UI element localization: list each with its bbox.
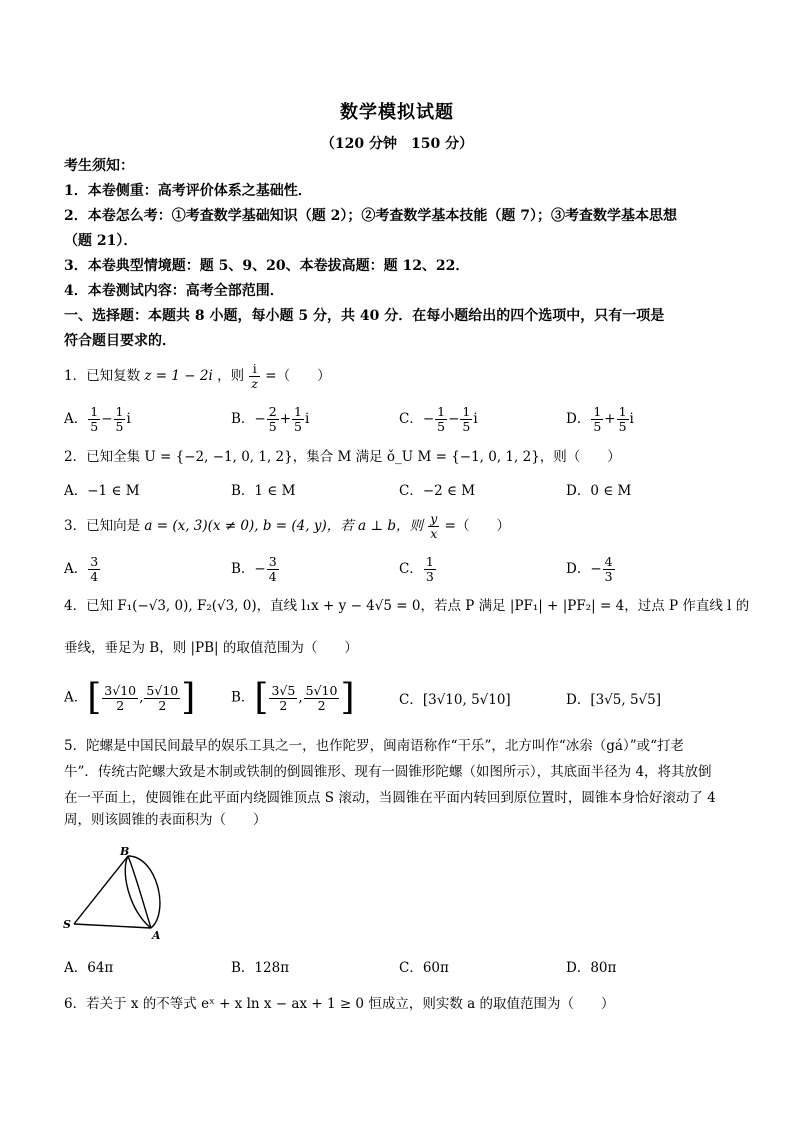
- q4-c-label: C．: [399, 692, 423, 708]
- cone-base-outer-arc: [128, 856, 160, 928]
- q3-d-label: D．: [566, 561, 591, 577]
- q1-b-d1: 5: [268, 419, 277, 434]
- q1-b-label: B．: [231, 411, 255, 427]
- q3-expr: a = (x, 3)(x ≠ 0), b = (4, y)，若 a ⊥ b，则: [144, 518, 423, 534]
- q1-d-d2: 5: [618, 419, 627, 434]
- q3-frac-num: y: [430, 511, 438, 526]
- q1-option-a[interactable]: [64, 405, 131, 434]
- q1-c-op: −: [448, 411, 460, 427]
- q1-b-sign: −: [254, 411, 266, 427]
- q1-d-d1: 5: [593, 419, 602, 434]
- q1-d-tail: i: [629, 411, 634, 427]
- q4-a-n2: 5√10: [146, 682, 179, 698]
- q1-c-sign: −: [422, 411, 435, 427]
- q4-b-d1: 2: [279, 697, 288, 713]
- q1-d-op: +: [604, 411, 616, 427]
- cone-edge-sa: [74, 924, 151, 928]
- q1-d-frac2: [617, 405, 629, 434]
- q3-c-label: C．: [399, 561, 423, 577]
- q3-option-a[interactable]: [64, 555, 101, 584]
- q4-b-label: B．: [231, 689, 255, 706]
- q4-d-text: [3√5, 5√5]: [590, 692, 662, 708]
- fig-label-a: A: [152, 929, 161, 942]
- section1-heading-cont: 符合题目要求的．: [64, 333, 176, 349]
- q1-c-n2: 1: [462, 404, 471, 419]
- q1-b-n1: 2: [268, 404, 277, 419]
- q3-c-n: 1: [425, 554, 434, 569]
- q1-d-n2: 1: [618, 404, 627, 419]
- q4-option-a[interactable]: A．[ $\frac{3√10}{2}$ , $\frac{5√10}{2}$ ]: [64, 677, 196, 718]
- q1-c-frac1: [435, 405, 447, 434]
- question-4-cont: 垂线，垂足为 B，则 |PB| 的取值范围为（ ）: [64, 640, 358, 656]
- question-2: 2．已知全集 U = {−2, −1, 0, 1, 2}，集合 M 满足 ǒ_U M = {−1, 0, 1, 2}，则（ ）: [64, 449, 621, 465]
- q1-c-d1: 5: [437, 419, 446, 434]
- q2-option-c[interactable]: C．−2 ∈ M: [399, 483, 476, 499]
- q1-post: =（ ）: [265, 368, 331, 384]
- q3-b-label: B．: [231, 561, 255, 577]
- q1-b-d2: 5: [294, 419, 302, 434]
- q4-b-frac1: [269, 684, 297, 713]
- q4-c-text: [3√10, 5√10]: [422, 692, 511, 708]
- q4-option-d[interactable]: [566, 690, 661, 710]
- q3-d-frac: [603, 555, 615, 584]
- q3-post: =（ ）: [444, 518, 510, 534]
- q1-fraction: [249, 362, 260, 391]
- q4-b-n1: 3√5: [271, 682, 296, 698]
- q4-b-left-bracket: [: [254, 677, 269, 718]
- q1-frac-den: z: [251, 376, 258, 391]
- question-4: 4．已知 F₁(−√3, 0), F₂(√3, 0)，直线 l₁x + y − 4√5 = 0，若点 P 满足 |PF₁| + |PF₂| = 4，过点 P 作直线 l 的: [64, 598, 750, 614]
- q1-b-frac2: [292, 405, 304, 434]
- question-5-cont-3: 周，则该圆锥的表面积为（ ）: [64, 812, 267, 828]
- q1-a-frac2: [114, 405, 126, 434]
- q4-b-n2: 5√10: [305, 682, 338, 698]
- q1-frac-num: i: [249, 362, 260, 377]
- q3-d-sign: −: [590, 561, 602, 577]
- q3-option-d[interactable]: [566, 555, 616, 584]
- q4-b-d2: 2: [317, 697, 326, 713]
- q4-a-frac1: [102, 684, 138, 713]
- q1-a-op: −: [101, 411, 113, 427]
- q4-b-frac2: [304, 684, 340, 713]
- q3-a-d: 4: [90, 569, 99, 584]
- q4-a-n1: 3√10: [104, 682, 137, 698]
- q5-option-a[interactable]: A．64π: [64, 960, 114, 976]
- q1-option-d[interactable]: [566, 405, 634, 434]
- q1-b-tail: i: [304, 411, 310, 427]
- q2-option-d[interactable]: D．0 ∈ M: [566, 483, 632, 499]
- q4-b-right-bracket: ]: [340, 677, 355, 718]
- q5-option-b[interactable]: B．128π: [231, 960, 290, 976]
- q1-c-tail: i: [473, 411, 478, 427]
- q3-fraction: [428, 512, 439, 541]
- q3-b-d: 4: [268, 569, 277, 584]
- q4-a-d1: 2: [116, 697, 125, 713]
- q1-mid: ，则: [217, 368, 245, 384]
- q4-option-b[interactable]: B．[ $\frac{3√5}{2}$ , $\frac{5√10}{2}$ ]: [231, 677, 355, 718]
- q1-d-frac1: [591, 405, 603, 434]
- notes-heading: 考生须知：: [64, 158, 134, 174]
- note-3: 3．本卷典型情境题：题 5、9、20、本卷拔高题：题 12、22．: [64, 258, 470, 274]
- q3-b-frac: [267, 555, 279, 584]
- q3-a-frac: [88, 555, 100, 584]
- q3-a-label: A．: [64, 561, 88, 577]
- q1-a-n1: 1: [90, 404, 99, 419]
- question-5-cont-1: 牛”．传统古陀螺大致是木制或铁制的倒圆锥形、现有一圆锥形陀螺（如图所示），其底面半径为 4，将其放倒: [64, 764, 712, 780]
- q1-d-label: D．: [566, 411, 591, 427]
- q4-option-c[interactable]: [399, 690, 511, 710]
- q3-pre: 3．已知向是: [64, 518, 141, 534]
- q1-c-label: C．: [399, 411, 423, 427]
- q4-a-label: A．: [64, 689, 88, 706]
- note-2: 2．本卷怎么考：①考查数学基础知识（题 2）；②考查数学基本技能（题 7）；③考查数学基本思想: [64, 208, 677, 224]
- q1-pre: 1．已知复数: [64, 368, 141, 384]
- q4-a-left-bracket: [: [87, 677, 102, 718]
- q3-b-n: 3: [268, 554, 277, 569]
- q4-a-right-bracket: ]: [181, 677, 196, 718]
- q3-d-n: 4: [604, 554, 613, 569]
- q1-c-d2: 5: [462, 419, 471, 434]
- q3-c-d: 3: [425, 569, 434, 584]
- note-1: 1．本卷侧重：高考评价体系之基础性．: [64, 183, 312, 199]
- q1-a-d1: 5: [90, 419, 99, 434]
- q1-a-frac1: [88, 405, 100, 434]
- q1-b-op: +: [279, 411, 291, 427]
- page-title: 数学模拟试题: [340, 102, 454, 123]
- q1-c-n1: 1: [437, 404, 446, 419]
- note-2-cont: （题 21）．: [64, 233, 138, 249]
- question-3: [64, 512, 510, 541]
- q1-b-n2: 1: [294, 404, 302, 419]
- q1-a-label: A．: [64, 411, 88, 427]
- fig-label-b: B: [120, 845, 130, 858]
- q5-option-c[interactable]: C．60π: [399, 960, 449, 976]
- q1-option-c[interactable]: [399, 405, 478, 434]
- cone-edge-sb: [74, 856, 128, 924]
- q1-b-frac1: [267, 405, 279, 434]
- page-subtitle: （120 分钟 150 分）: [320, 136, 474, 152]
- q1-a-d2: 5: [115, 419, 124, 434]
- q3-d-d: 3: [604, 569, 613, 584]
- question-5-cont-2: 在一平面上，使圆锥在此平面内绕圆锥顶点 S 滚动，当圆锥在平面内转回到原位置时，圆锥本身恰好滚动了 4: [64, 790, 716, 806]
- question-5: 5．陀螺是中国民间最早的娱乐工具之一，也作陀罗，闽南语称作“干乐”，北方叫作“冰尜（gá）”或“打老: [64, 738, 685, 754]
- q1-a-tail: i: [126, 411, 131, 427]
- cone-figure: [62, 842, 182, 942]
- q4-a-frac2: [144, 684, 180, 713]
- q1-a-n2: 1: [115, 404, 124, 419]
- q4-a-d2: 2: [158, 697, 167, 713]
- fig-label-s: S: [63, 918, 71, 931]
- note-4: 4．本卷测试内容：高考全部范围．: [64, 283, 284, 299]
- q4-d-label: D．: [566, 692, 591, 708]
- q3-a-n: 3: [90, 554, 99, 569]
- q2-option-a[interactable]: A．−1 ∈ M: [64, 483, 140, 499]
- q1-option-b[interactable]: [231, 405, 309, 434]
- question-6: 6．若关于 x 的不等式 eˣ + x ln x − ax + 1 ≥ 0 恒成立，则实数 a 的取值范围为（ ）: [64, 996, 615, 1012]
- q3-option-b[interactable]: [231, 555, 280, 584]
- q1-c-frac2: [460, 405, 472, 434]
- q1-d-n1: 1: [593, 404, 602, 419]
- q2-option-b[interactable]: B．1 ∈ M: [231, 483, 296, 499]
- section1-heading: 一、选择题：本题共 8 小题，每小题 5 分，共 40 分．在每小题给出的四个选项中，只有一项是: [64, 308, 665, 324]
- q1-expr: z = 1 − 2i: [144, 368, 213, 384]
- question-1: [64, 362, 331, 391]
- q3-option-c[interactable]: [399, 555, 437, 584]
- q3-b-sign: −: [254, 561, 266, 577]
- q3-c-frac: [424, 555, 436, 584]
- q3-frac-den: x: [430, 526, 438, 541]
- q5-option-d[interactable]: D．80π: [566, 960, 617, 976]
